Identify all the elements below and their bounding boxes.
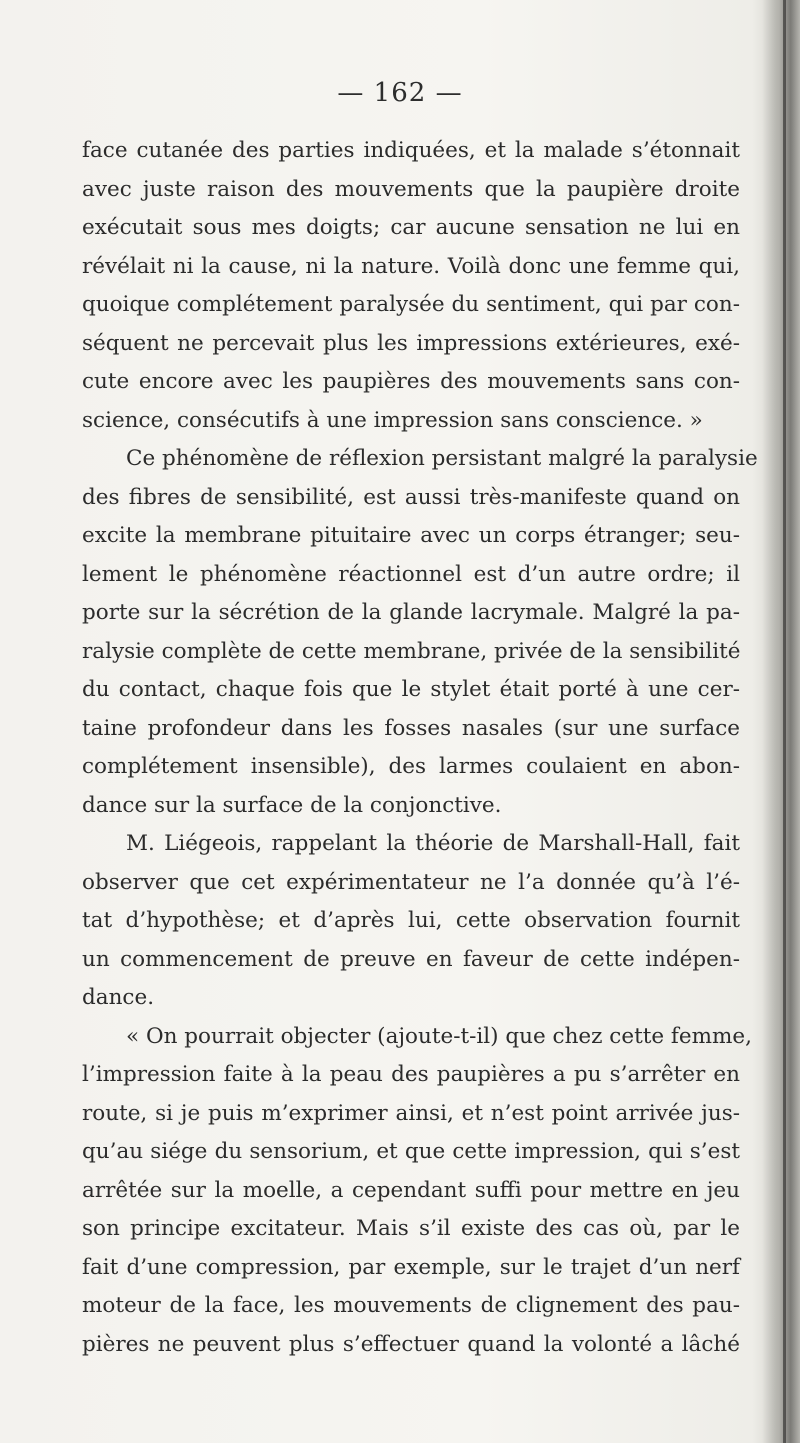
text-line: observer que cet expérimentateur ne l’a donnée qu’à l’é- (82, 869, 740, 895)
text-line: taine profondeur dans les fosses nasales (sur une surface (82, 715, 740, 741)
text-line: face cutanée des parties indiquées, et la malade s’étonnait (82, 138, 740, 163)
text-line: excite la membrane pituitaire avec un corps étranger; seu- (82, 523, 740, 548)
text-line: l’impression faite à la peau des paupières a pu s’arrêter en (82, 1062, 740, 1087)
text-line: des fibres de sensibilité, est aussi très-manifeste quand on (82, 484, 740, 510)
text-line: complétement insensible), des larmes coulaient en abon- (82, 754, 740, 779)
text-line: du contact, chaque fois que le stylet était porté à une cer- (82, 677, 740, 702)
text-line: dance. (82, 985, 155, 1010)
text-line: cute encore avec les paupières des mouvements sans con- (82, 369, 740, 394)
text-line: porte sur la sécrétion de la glande lacrymale. Malgré la pa- (82, 600, 740, 625)
text-line: séquent ne percevait plus les impressions extérieures, exé- (82, 330, 740, 356)
text-line: qu’au siége du sensorium, et que cette impression, qui s’est (82, 1139, 740, 1164)
page-number: — 162 — (337, 78, 463, 108)
text-line: ralysie complète de cette membrane, privée de la sensibilité (82, 638, 741, 664)
text-line: arrêtée sur la moelle, a cependant suffi pour mettre en jeu (82, 1177, 740, 1203)
text-line: science, consécutifs à une impression sans conscience. » (82, 407, 703, 433)
paragraph-start-line: Ce phénomène de réflexion persistant malgré la paralysie (126, 446, 758, 471)
text-line: son principe excitateur. Mais s’il existe des cas où, par le (82, 1216, 740, 1241)
text-line: un commencement de preuve en faveur de cette indépen- (82, 946, 740, 972)
text-line: fait d’une compression, par exemple, sur le trajet d’un nerf (82, 1254, 740, 1280)
text-line: révélait ni la cause, ni la nature. Voilà donc une femme qui, (82, 253, 740, 279)
text-line: moteur de la face, les mouvements de clignement des pau- (82, 1293, 740, 1318)
page-edge-shadow (762, 0, 800, 1443)
text-line: dance sur la surface de la conjonctive. (82, 792, 502, 818)
text-line: pières ne peuvent plus s’effectuer quand la volonté a lâché (82, 1331, 740, 1357)
paragraph-start-line: M. Liégeois, rappelant la théorie de Marshall-Hall, fait (126, 831, 740, 856)
page-edge-line (783, 0, 786, 1443)
text-line: quoique complétement paralysée du sentiment, qui par con- (82, 292, 740, 317)
paragraph-start-line: « On pourrait objecter (ajoute-t-il) que chez cette femme, (126, 1023, 752, 1049)
text-line: exécutait sous mes doigts; car aucune sensation ne lui en (82, 215, 740, 240)
text-line: lement le phénomène réactionnel est d’un autre ordre; il (82, 561, 740, 587)
text-line: avec juste raison des mouvements que la paupière droite (82, 176, 740, 202)
body-text (82, 132, 758, 1364)
text-line: route, si je puis m’exprimer ainsi, et n’est point arrivée jus- (82, 1100, 740, 1126)
text-line: tat d’hypothèse; et d’après lui, cette observation fournit (82, 908, 740, 933)
